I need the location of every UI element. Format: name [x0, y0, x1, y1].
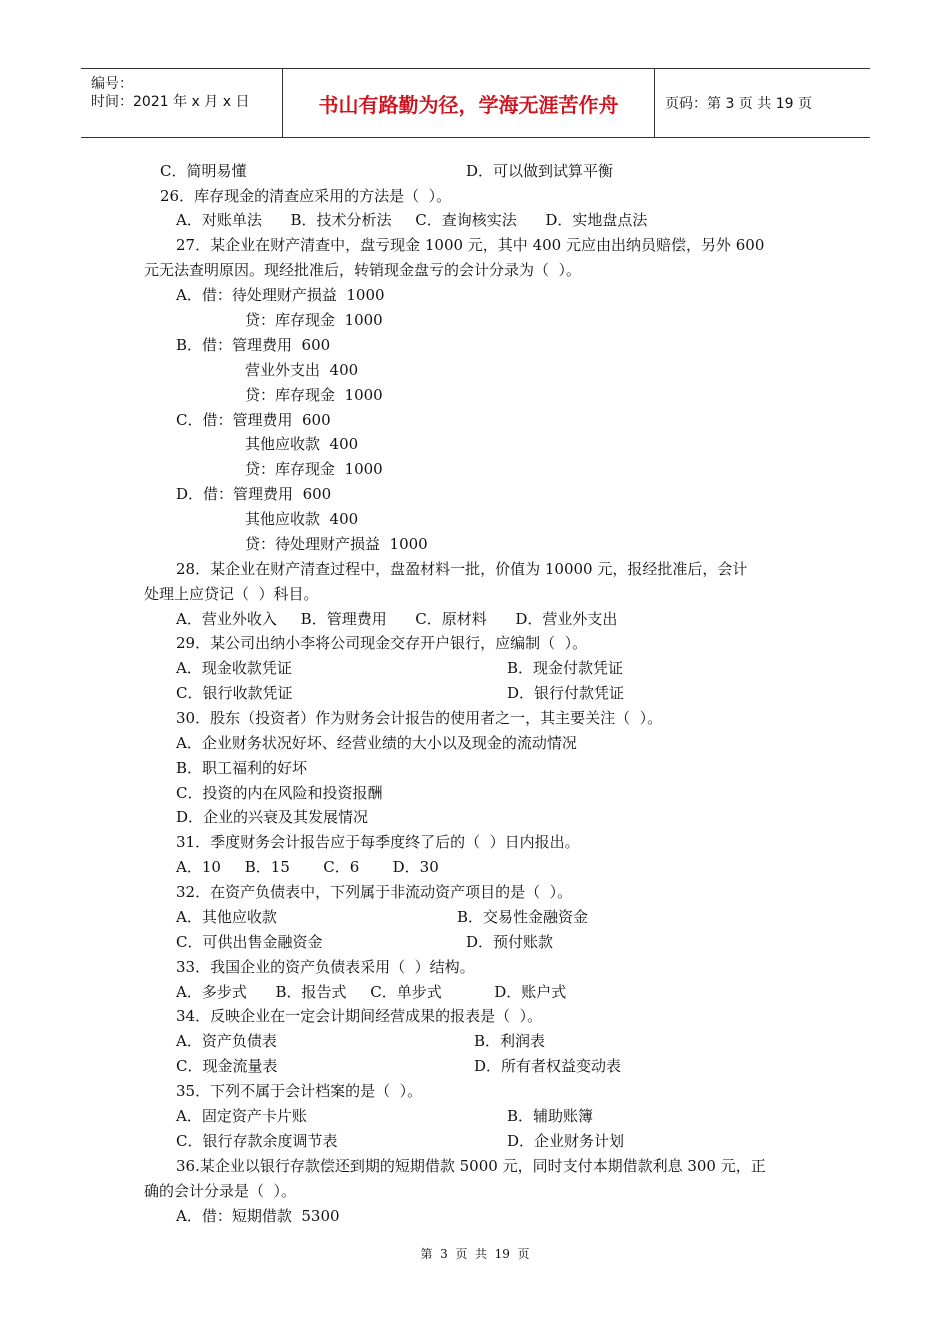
- option-line: B．现金付款凭证: [507, 659, 624, 677]
- question-line: 元无法查明原因。现经批准后，转销现金盘亏的会计分录为（ ）。: [144, 261, 582, 279]
- page-footer: 第 3 页 共 19 页: [420, 1247, 530, 1261]
- entry-line: B．借：管理费用 600: [176, 336, 331, 354]
- option-line: A．营业外收入 B．管理费用 C．原材料 D．营业外支出: [176, 610, 618, 628]
- entry-line: 营业外支出 400: [245, 361, 359, 379]
- option-line: B．交易性金融资金: [457, 908, 589, 926]
- header-meta: [81, 69, 283, 137]
- question-line: 27．某企业在财产清查中，盘亏现金 1000 元，其中 400 元应由出纳员赔偿，另外 600: [176, 236, 765, 254]
- option-line: A．对账单法 B．技术分析法 C．查询核实法 D．实地盘点法: [176, 211, 648, 229]
- entry-line: A．借：短期借款 5300: [176, 1207, 340, 1225]
- question-line: 35．下列不属于会计档案的是（ ）。: [176, 1082, 423, 1100]
- option-line: C．银行存款余度调节表: [176, 1132, 338, 1150]
- option-line: C．银行收款凭证: [176, 684, 293, 702]
- question-line: 确的会计分录是（ ）。: [144, 1182, 297, 1200]
- option-line: D．预付账款: [466, 933, 554, 951]
- option-line: A．现金收款凭证: [176, 659, 292, 677]
- question-line: 34．反映企业在一定会计期间经营成果的报表是（ ）。: [176, 1007, 543, 1025]
- question-line: 31．季度财务会计报告应于每季度终了后的（ ）日内报出。: [176, 833, 580, 851]
- entry-line: 其他应收款 400: [245, 435, 359, 453]
- question-line: 处理上应贷记（ ）科目。: [144, 585, 319, 603]
- option-line: B．辅助账簿: [507, 1107, 594, 1125]
- entry-line: 贷：库存现金 1000: [245, 460, 383, 478]
- date-label: 时间：2021 年 x 月 x 日: [91, 94, 250, 110]
- option-line: A．固定资产卡片账: [176, 1107, 307, 1125]
- option-line: D．企业财务计划: [507, 1132, 625, 1150]
- option-line: B．职工福利的好坏: [176, 759, 308, 777]
- option-line: A．其他应收款: [176, 908, 277, 926]
- header-page-number: 页码：第 3 页 共 19 页: [665, 96, 812, 112]
- entry-line: 贷：库存现金 1000: [245, 311, 383, 329]
- option-line: D．可以做到试算平衡: [466, 162, 614, 180]
- option-line: C．简明易懂: [160, 162, 247, 180]
- option-line: A．资产负债表: [176, 1032, 277, 1050]
- option-line: D．银行付款凭证: [507, 684, 625, 702]
- question-line: 28．某企业在财产清查过程中，盘盈材料一批，价值为 10000 元，报经批准后，会计: [176, 560, 748, 578]
- entry-line: C．借：管理费用 600: [176, 411, 331, 429]
- option-line: C．投资的内在风险和投资报酬: [176, 784, 383, 802]
- option-line: A．10 B．15 C．6 D．30: [176, 858, 439, 876]
- question-line: 36.某企业以银行存款偿还到期的短期借款 5000 元，同时支付本期借款利息 300 元，正: [176, 1157, 766, 1175]
- header-motto: 书山有路勤为径，学海无涯苦作舟: [283, 69, 655, 137]
- option-line: B．利润表: [474, 1032, 546, 1050]
- option-line: A．企业财务状况好坏、经营业绩的大小以及现金的流动情况: [176, 734, 577, 752]
- question-line: 26．库存现金的清查应采用的方法是（ ）。: [160, 187, 452, 205]
- option-line: A．多步式 B．报告式 C．单步式 D．账户式: [176, 983, 567, 1001]
- option-line: C．现金流量表: [176, 1057, 278, 1075]
- entry-line: 其他应收款 400: [245, 510, 359, 528]
- option-line: D．所有者权益变动表: [474, 1057, 622, 1075]
- entry-line: D．借：管理费用 600: [176, 485, 332, 503]
- serial-label: 编号：: [91, 76, 133, 92]
- question-line: 33．我国企业的资产负债表采用（ ）结构。: [176, 958, 475, 976]
- option-line: C．可供出售金融资金: [176, 933, 323, 951]
- entry-line: A．借：待处理财产损益 1000: [176, 286, 385, 304]
- question-line: 29．某公司出纳小李将公司现金交存开户银行，应编制（ ）。: [176, 634, 588, 652]
- entry-line: 贷：库存现金 1000: [245, 386, 383, 404]
- question-line: 32．在资产负债表中，下列属于非流动资产项目的是（ ）。: [176, 883, 573, 901]
- page-header: [81, 68, 870, 138]
- question-line: 30．股东（投资者）作为财务会计报告的使用者之一，其主要关注（ ）。: [176, 709, 663, 727]
- entry-line: 贷：待处理财产损益 1000: [245, 535, 428, 553]
- option-line: D．企业的兴衰及其发展情况: [176, 808, 369, 826]
